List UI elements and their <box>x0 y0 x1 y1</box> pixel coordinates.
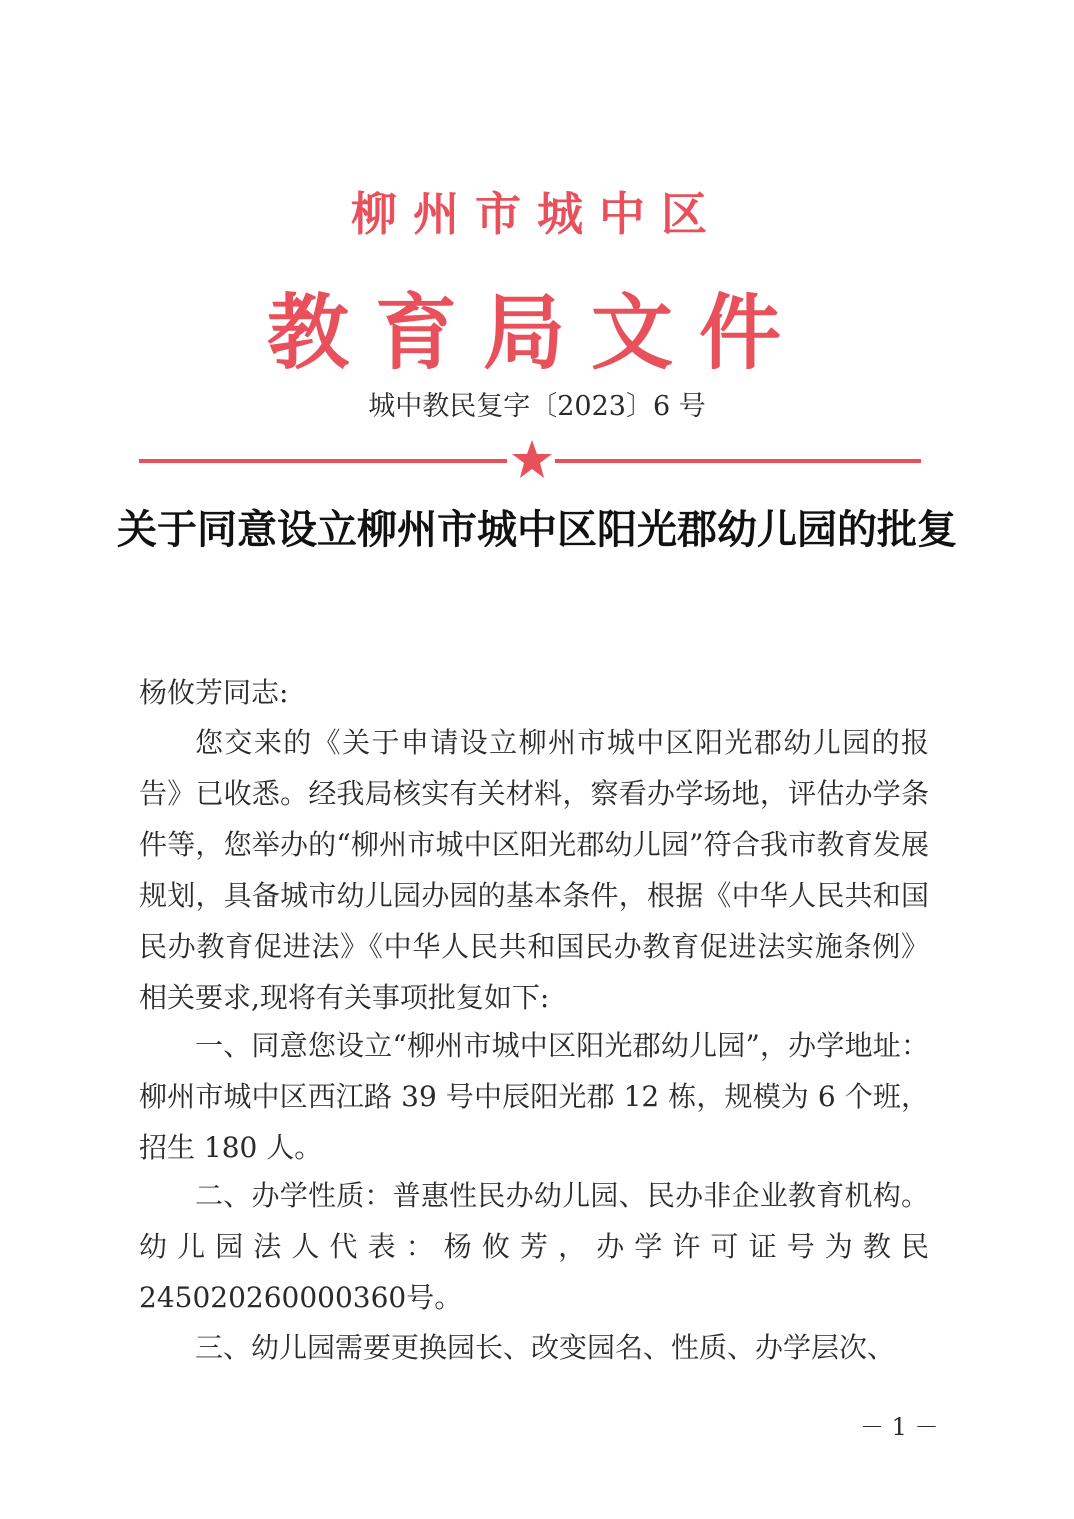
salutation: 杨攸芳同志: <box>139 676 289 709</box>
issuer-name: 柳州市城中区 <box>351 187 723 241</box>
document-title: 关于同意设立柳州市城中区阳光郡幼儿园的批复 <box>117 506 957 553</box>
star-icon <box>511 438 553 480</box>
red-divider-left <box>139 459 507 463</box>
body-paragraph: 一、同意您设立“柳州市城中区阳光郡幼儿园”，办学地址：柳州市城中区西江路 39 号中辰阳光郡 12 栋，规模为 6 个班，招生 180 人。 <box>139 1029 929 1164</box>
page-number: － 1 － <box>860 1413 939 1441</box>
body-paragraph: 您交来的《关于申请设立柳州市城中区阳光郡幼儿园的报告》已收悉。经我局核实有关材料，察看办学场地，评估办学条件等，您举办的“柳州市城中区阳光郡幼儿园”符合我市教育发展规划，具备城市幼儿园办园的基本条件，根据《中华人民共和国民办教育促进法》《中华人民共和国民办教育促进法实施条例》相关要求,现将有关事项批复如下: <box>139 726 929 1014</box>
document-number: 城中教民复字〔2023〕6 号 <box>368 391 706 422</box>
body-paragraph: 二、办学性质：普惠性民办幼儿园、民办非企业教育机构。幼儿园法人代表：杨攸芳，办学许可证号为教民245020260000360号。 <box>139 1179 929 1314</box>
document-type-heading: 教育局文件 <box>266 285 807 381</box>
red-divider-right <box>555 459 921 463</box>
body-paragraph: 三、幼儿园需要更换园长、改变园名、性质、办学层次、 <box>195 1331 896 1364</box>
